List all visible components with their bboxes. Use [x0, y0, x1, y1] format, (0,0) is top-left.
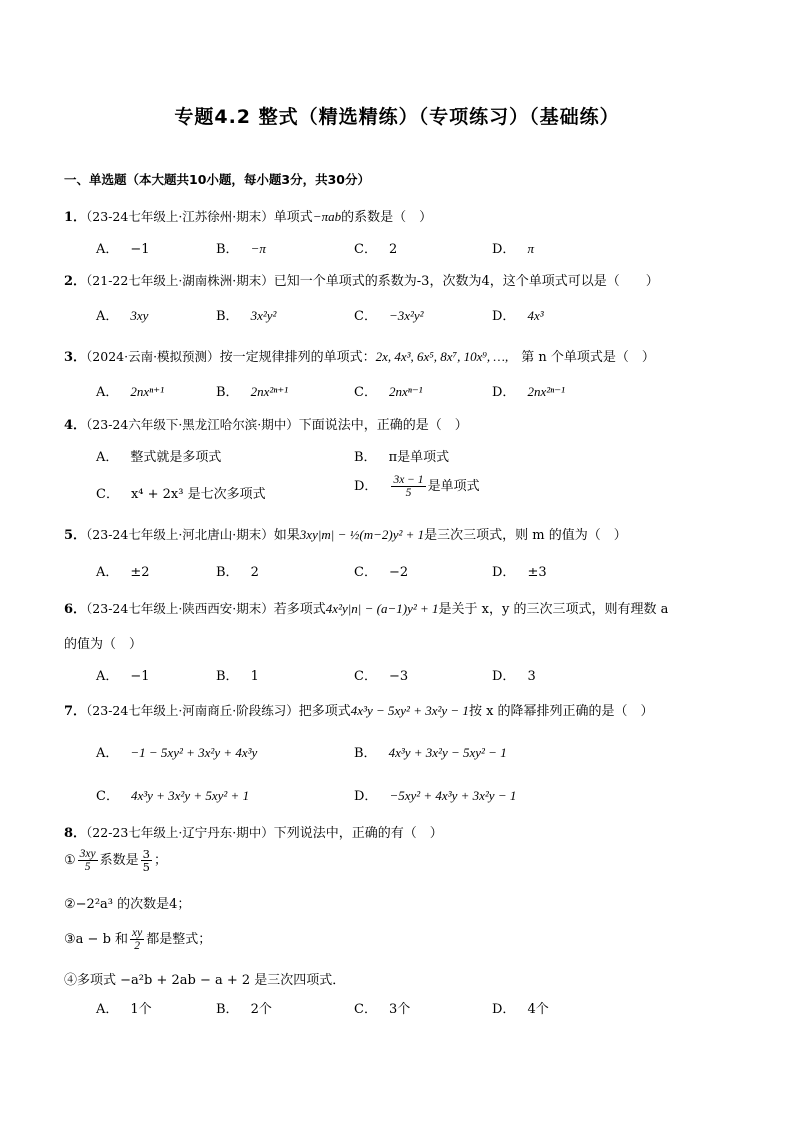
option-b[interactable]: B． 3x²y²: [216, 308, 277, 324]
question-text: 第 n 个单项式是（ ）: [508, 350, 655, 365]
question-8: [64, 822, 443, 841]
fraction: $\frac{3xy}{5}$: [79, 848, 96, 873]
option-d[interactable]: D． 2nx²ⁿ⁻¹: [492, 384, 565, 400]
option-d[interactable]: D． $\frac{3x - 1}{5}$ 是单项式: [354, 474, 480, 499]
option-c[interactable]: C． −3x²y²: [354, 308, 424, 324]
question-source: （21-22七年级上·湖南株洲·期末）: [86, 273, 274, 288]
question-2: [64, 270, 659, 289]
option-d[interactable]: D． 4x³: [492, 308, 544, 324]
option-a[interactable]: A． 整式就是多项式: [96, 450, 222, 465]
option-a[interactable]: A． −1 − 5xy² + 3x²y + 4x³y: [96, 745, 258, 761]
option-d[interactable]: D． −5xy² + 4x³y + 3x²y − 1: [354, 788, 517, 804]
option-a[interactable]: A． −1: [96, 669, 150, 684]
option-c[interactable]: C． 2: [354, 242, 398, 257]
question-text: 的系数是（ ）: [341, 210, 433, 225]
question-text: 把多项式: [298, 704, 351, 719]
option-b[interactable]: B． 2个: [216, 1002, 272, 1017]
question-source: （23-24六年级下·黑龙江哈尔滨·期中）: [86, 417, 299, 432]
question-math: 4x²y|n| − (a−1)y² + 1: [325, 601, 439, 616]
question-text: 是三次三项式，则 m 的值为（ ）: [424, 528, 627, 543]
question-6-continued: 的值为（ ）: [64, 637, 143, 652]
page-title: 专题4.2 整式（精选精练）（专项练习）（基础练）: [174, 106, 620, 128]
question-text: 按一定规律排列的单项式：: [219, 350, 376, 365]
question-source: （22-23七年级上·辽宁丹东·期中）: [86, 825, 274, 840]
question-number: 3．: [64, 350, 87, 365]
statement-3: ③a − b 和 $\frac{xy}{2}$ 都是整式；: [64, 927, 212, 952]
fraction: $\frac{xy}{2}$: [132, 927, 143, 952]
option-d[interactable]: D． π: [492, 241, 534, 257]
question-source: （23-24七年级上·江苏徐州·期末）: [86, 209, 274, 224]
option-c[interactable]: C． 3个: [354, 1002, 411, 1017]
question-source: （2024·云南·模拟预测）: [86, 349, 220, 364]
question-math: 2x, 4x³, 6x⁵, 8x⁷, 10x⁹, …,: [375, 349, 509, 364]
statement-1: ① $\frac{3xy}{5}$ 系数是 $\frac{3}{5}$ ；: [64, 847, 167, 874]
option-c[interactable]: C． −3: [354, 669, 409, 684]
question-text: 如果: [273, 528, 300, 543]
question-math: 3xy|m| − ½(m−2)y² + 1: [299, 527, 425, 542]
option-a[interactable]: A． 3xy: [96, 308, 149, 324]
question-4: [64, 414, 468, 433]
question-number: 2．: [64, 274, 87, 289]
statement-4: ④多项式 −a²b + 2ab − a + 2 是三次四项式．: [64, 973, 346, 988]
question-source: （23-24七年级上·河南商丘·阶段练习）: [86, 703, 299, 718]
question-7: [64, 700, 654, 719]
option-d[interactable]: D． 4个: [492, 1002, 549, 1017]
question-text: 下列说法中，正确的有（ ）: [273, 826, 443, 841]
question-number: 8．: [64, 826, 87, 841]
question-number: 7．: [64, 704, 87, 719]
option-b[interactable]: B． 2nx²ⁿ⁺¹: [216, 384, 289, 400]
option-b[interactable]: B． 1: [216, 669, 259, 684]
option-b[interactable]: B． 4x³y + 3x²y − 5xy² − 1: [354, 745, 507, 761]
option-a[interactable]: A． ±2: [96, 565, 150, 580]
option-d[interactable]: D． 3: [492, 669, 536, 684]
question-6: [64, 598, 668, 617]
question-math: 4x³y − 5xy² + 3x²y − 1: [350, 703, 469, 718]
question-1: [64, 206, 432, 225]
option-b[interactable]: B． −π: [216, 241, 266, 257]
question-number: 5．: [64, 528, 87, 543]
option-c[interactable]: C． −2: [354, 565, 409, 580]
option-d[interactable]: D． ±3: [492, 565, 547, 580]
option-a[interactable]: A． 1个: [96, 1002, 152, 1017]
option-c[interactable]: C． 4x³y + 3x²y + 5xy² + 1: [96, 788, 250, 804]
question-text: 下面说法中，正确的是（ ）: [298, 418, 468, 433]
statement-2: ②−2²a³ 的次数是4；: [64, 897, 191, 912]
question-5: [64, 524, 627, 543]
question-source: （23-24七年级上·陕西西安·期末）: [86, 601, 274, 616]
question-text: 若多项式: [273, 602, 326, 617]
question-text: 单项式: [273, 210, 313, 225]
fraction: $\frac{3x - 1}{5}$: [393, 474, 424, 499]
section-heading: 一、单选题（本大题共10小题，每小题3分，共30分）: [64, 172, 370, 187]
question-text: 是关于 x，y 的三次三项式，则有理数 a: [438, 602, 669, 617]
question-source: （23-24七年级上·河北唐山·期末）: [86, 527, 274, 542]
option-a[interactable]: A． −1: [96, 242, 150, 257]
option-b[interactable]: B． π是单项式: [354, 450, 450, 465]
option-c[interactable]: C． x⁴ + 2x³ 是七次多项式: [96, 487, 266, 502]
option-a[interactable]: A． 2nxⁿ⁺¹: [96, 384, 165, 400]
question-text: 已知一个单项式的系数为-3，次数为4，这个单项式可以是（ ）: [273, 274, 659, 289]
question-number: 4．: [64, 418, 87, 433]
fraction: $\frac{3}{5}$: [142, 847, 150, 874]
question-text: 按 x 的降幂排列正确的是（ ）: [468, 704, 654, 719]
option-b[interactable]: B． 2: [216, 565, 259, 580]
option-c[interactable]: C． 2nxⁿ⁻¹: [354, 384, 423, 400]
question-math: −πab: [312, 209, 342, 224]
question-number: 6．: [64, 602, 87, 617]
question-3: [64, 346, 655, 365]
question-number: 1．: [64, 210, 87, 225]
